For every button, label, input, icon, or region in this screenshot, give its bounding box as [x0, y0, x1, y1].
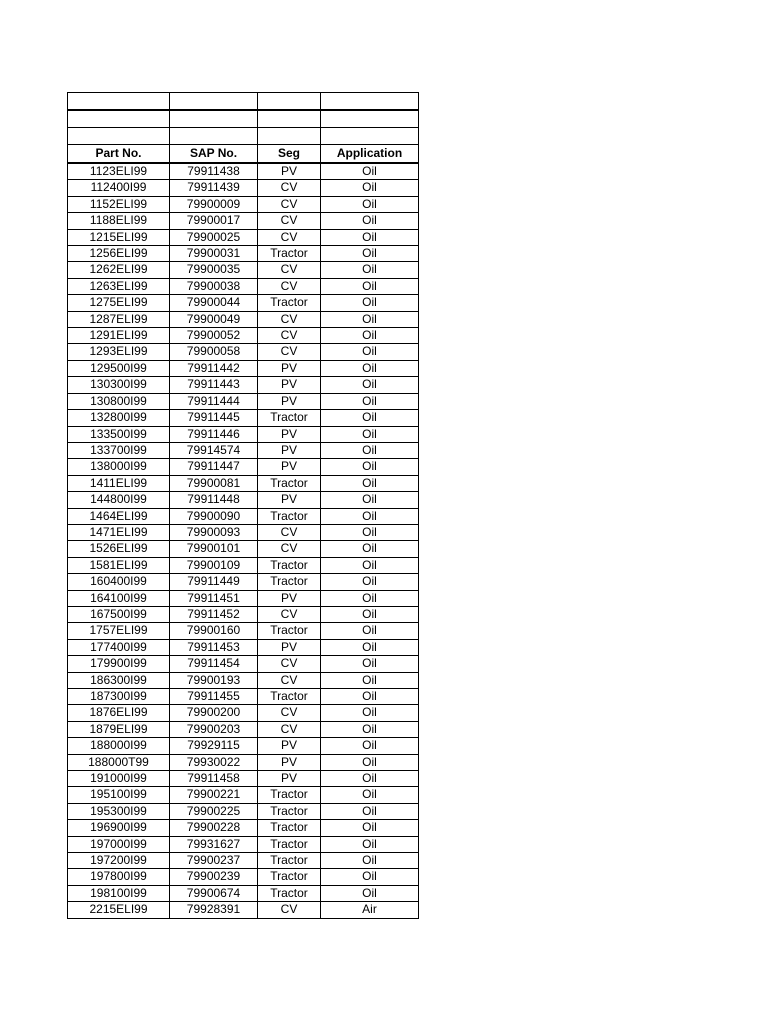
table-row	[68, 180, 419, 196]
blank-row	[68, 110, 419, 128]
table-row	[68, 836, 419, 852]
blank-cell	[68, 110, 170, 128]
part-no-cell: 1464ELI99	[68, 508, 170, 524]
sap-no-cell: 79900239	[170, 869, 258, 885]
table-row	[68, 902, 419, 918]
part-no-cell: 1757ELI99	[68, 623, 170, 639]
seg-cell: Tractor	[258, 869, 321, 885]
table-row	[68, 246, 419, 262]
sap-no-cell: 79929115	[170, 738, 258, 754]
part-no-cell: 132800I99	[68, 410, 170, 426]
seg-cell: Tractor	[258, 820, 321, 836]
part-no-cell: 133500I99	[68, 426, 170, 442]
seg-cell: Tractor	[258, 787, 321, 803]
table-row	[68, 754, 419, 770]
part-no-cell: 2215ELI99	[68, 902, 170, 918]
application-cell: Oil	[321, 295, 419, 311]
application-cell: Oil	[321, 377, 419, 393]
sap-no-cell: 79900674	[170, 885, 258, 901]
seg-cell: PV	[258, 590, 321, 606]
table-row	[68, 475, 419, 491]
application-cell: Oil	[321, 557, 419, 573]
part-no-cell: 1879ELI99	[68, 721, 170, 737]
part-no-cell: 197800I99	[68, 869, 170, 885]
table-row	[68, 803, 419, 819]
part-no-cell: 191000I99	[68, 771, 170, 787]
table-row	[68, 328, 419, 344]
header-part-no: Part No.	[68, 145, 170, 164]
application-cell: Oil	[321, 721, 419, 737]
part-no-cell: 138000I99	[68, 459, 170, 475]
blank-row	[68, 128, 419, 145]
sap-no-cell: 79911453	[170, 639, 258, 655]
table-row	[68, 393, 419, 409]
table-row	[68, 196, 419, 212]
part-no-cell: 1287ELI99	[68, 311, 170, 327]
part-no-cell: 198100I99	[68, 885, 170, 901]
sap-no-cell: 79930022	[170, 754, 258, 770]
blank-cell	[258, 128, 321, 145]
application-cell: Oil	[321, 459, 419, 475]
part-no-cell: 186300I99	[68, 672, 170, 688]
seg-cell: Tractor	[258, 246, 321, 262]
sap-no-cell: 79900038	[170, 278, 258, 294]
part-no-cell: 1291ELI99	[68, 328, 170, 344]
seg-cell: CV	[258, 196, 321, 212]
table-row	[68, 311, 419, 327]
sap-no-cell: 79911452	[170, 606, 258, 622]
table-row	[68, 377, 419, 393]
part-no-cell: 1263ELI99	[68, 278, 170, 294]
application-cell: Oil	[321, 196, 419, 212]
part-no-cell: 160400I99	[68, 574, 170, 590]
part-no-cell: 1152ELI99	[68, 196, 170, 212]
table-row	[68, 885, 419, 901]
seg-cell: Tractor	[258, 410, 321, 426]
sap-no-cell: 79900090	[170, 508, 258, 524]
part-no-cell: 1526ELI99	[68, 541, 170, 557]
sap-no-cell: 79900221	[170, 787, 258, 803]
table-row	[68, 574, 419, 590]
part-no-cell: 167500I99	[68, 606, 170, 622]
part-no-cell: 1293ELI99	[68, 344, 170, 360]
table-row	[68, 771, 419, 787]
part-no-cell: 1262ELI99	[68, 262, 170, 278]
part-no-cell: 130300I99	[68, 377, 170, 393]
application-cell: Oil	[321, 623, 419, 639]
table-row	[68, 557, 419, 573]
blank-cell	[170, 128, 258, 145]
seg-cell: Tractor	[258, 574, 321, 590]
parts-table-body	[68, 93, 419, 919]
part-no-cell: 179900I99	[68, 656, 170, 672]
sap-no-cell: 79911454	[170, 656, 258, 672]
sap-no-cell: 79914574	[170, 442, 258, 458]
seg-cell: PV	[258, 754, 321, 770]
sap-no-cell: 79900228	[170, 820, 258, 836]
seg-cell: CV	[258, 344, 321, 360]
table-row	[68, 295, 419, 311]
seg-cell: PV	[258, 771, 321, 787]
application-cell: Oil	[321, 705, 419, 721]
seg-cell: Tractor	[258, 836, 321, 852]
sap-no-cell: 79900160	[170, 623, 258, 639]
table-row	[68, 820, 419, 836]
application-cell: Oil	[321, 541, 419, 557]
sap-no-cell: 79900237	[170, 853, 258, 869]
sap-no-cell: 79900009	[170, 196, 258, 212]
sap-no-cell: 79900225	[170, 803, 258, 819]
application-cell: Oil	[321, 442, 419, 458]
application-cell: Oil	[321, 574, 419, 590]
sap-no-cell: 79900017	[170, 213, 258, 229]
application-cell: Oil	[321, 475, 419, 491]
table-row	[68, 606, 419, 622]
table-row	[68, 278, 419, 294]
table-row	[68, 689, 419, 705]
application-cell: Oil	[321, 213, 419, 229]
seg-cell: CV	[258, 705, 321, 721]
application-cell: Oil	[321, 262, 419, 278]
blank-cell	[258, 93, 321, 111]
blank-cell	[68, 128, 170, 145]
sap-no-cell: 79900200	[170, 705, 258, 721]
sap-no-cell: 79931627	[170, 836, 258, 852]
sap-no-cell: 79900193	[170, 672, 258, 688]
blank-cell	[170, 110, 258, 128]
application-cell: Oil	[321, 672, 419, 688]
part-no-cell: 1581ELI99	[68, 557, 170, 573]
blank-cell	[258, 110, 321, 128]
table-row	[68, 853, 419, 869]
sap-no-cell: 79900049	[170, 311, 258, 327]
seg-cell: CV	[258, 311, 321, 327]
sap-no-cell: 79900025	[170, 229, 258, 245]
seg-cell: PV	[258, 442, 321, 458]
seg-cell: CV	[258, 278, 321, 294]
application-cell: Oil	[321, 656, 419, 672]
sap-no-cell: 79900203	[170, 721, 258, 737]
header-row	[68, 145, 419, 164]
part-no-cell: 196900I99	[68, 820, 170, 836]
part-no-cell: 187300I99	[68, 689, 170, 705]
sap-no-cell: 79911448	[170, 492, 258, 508]
table-row	[68, 721, 419, 737]
seg-cell: PV	[258, 639, 321, 655]
part-no-cell: 130800I99	[68, 393, 170, 409]
seg-cell: CV	[258, 213, 321, 229]
seg-cell: PV	[258, 360, 321, 376]
table-row	[68, 229, 419, 245]
table-row	[68, 672, 419, 688]
table-row	[68, 656, 419, 672]
table-row	[68, 705, 419, 721]
blank-cell	[170, 93, 258, 111]
part-no-cell: 195300I99	[68, 803, 170, 819]
application-cell: Oil	[321, 344, 419, 360]
seg-cell: CV	[258, 656, 321, 672]
table-row	[68, 541, 419, 557]
part-no-cell: 197200I99	[68, 853, 170, 869]
part-no-cell: 197000I99	[68, 836, 170, 852]
sap-no-cell: 79900044	[170, 295, 258, 311]
table-row	[68, 508, 419, 524]
part-no-cell: 177400I99	[68, 639, 170, 655]
application-cell: Oil	[321, 803, 419, 819]
table-row	[68, 213, 419, 229]
seg-cell: Tractor	[258, 623, 321, 639]
seg-cell: CV	[258, 229, 321, 245]
seg-cell: Tractor	[258, 689, 321, 705]
sap-no-cell: 79911443	[170, 377, 258, 393]
seg-cell: PV	[258, 377, 321, 393]
seg-cell: Tractor	[258, 803, 321, 819]
sap-no-cell: 79900052	[170, 328, 258, 344]
part-no-cell: 1188ELI99	[68, 213, 170, 229]
application-cell: Oil	[321, 393, 419, 409]
application-cell: Oil	[321, 163, 419, 180]
seg-cell: CV	[258, 180, 321, 196]
part-no-cell: 133700I99	[68, 442, 170, 458]
seg-cell: Tractor	[258, 508, 321, 524]
seg-cell: Tractor	[258, 475, 321, 491]
part-no-cell: 1256ELI99	[68, 246, 170, 262]
sap-no-cell: 79911455	[170, 689, 258, 705]
seg-cell: CV	[258, 541, 321, 557]
seg-cell: PV	[258, 426, 321, 442]
application-cell: Oil	[321, 853, 419, 869]
part-no-cell: 144800I99	[68, 492, 170, 508]
application-cell: Air	[321, 902, 419, 918]
part-no-cell: 1123ELI99	[68, 163, 170, 180]
application-cell: Oil	[321, 738, 419, 754]
table-row	[68, 869, 419, 885]
header-application: Application	[321, 145, 419, 164]
part-no-cell: 1411ELI99	[68, 475, 170, 491]
seg-cell: CV	[258, 721, 321, 737]
table-row	[68, 442, 419, 458]
table-row	[68, 262, 419, 278]
application-cell: Oil	[321, 246, 419, 262]
application-cell: Oil	[321, 508, 419, 524]
sap-no-cell: 79911444	[170, 393, 258, 409]
blank-cell	[321, 110, 419, 128]
application-cell: Oil	[321, 328, 419, 344]
part-no-cell: 1471ELI99	[68, 524, 170, 540]
application-cell: Oil	[321, 689, 419, 705]
sap-no-cell: 79911438	[170, 163, 258, 180]
sap-no-cell: 79900101	[170, 541, 258, 557]
sap-no-cell: 79911447	[170, 459, 258, 475]
application-cell: Oil	[321, 492, 419, 508]
part-no-cell: 1876ELI99	[68, 705, 170, 721]
blank-row	[68, 93, 419, 111]
table-row	[68, 410, 419, 426]
part-no-cell: 129500I99	[68, 360, 170, 376]
seg-cell: Tractor	[258, 295, 321, 311]
sap-no-cell: 79911451	[170, 590, 258, 606]
seg-cell: PV	[258, 492, 321, 508]
header-sap-no: SAP No.	[170, 145, 258, 164]
table-row	[68, 426, 419, 442]
header-seg: Seg	[258, 145, 321, 164]
part-no-cell: 112400I99	[68, 180, 170, 196]
sap-no-cell: 79928391	[170, 902, 258, 918]
table-row	[68, 738, 419, 754]
seg-cell: PV	[258, 393, 321, 409]
table-row	[68, 787, 419, 803]
application-cell: Oil	[321, 524, 419, 540]
blank-cell	[321, 128, 419, 145]
part-no-cell: 188000T99	[68, 754, 170, 770]
application-cell: Oil	[321, 771, 419, 787]
seg-cell: Tractor	[258, 557, 321, 573]
part-no-cell: 195100I99	[68, 787, 170, 803]
application-cell: Oil	[321, 590, 419, 606]
application-cell: Oil	[321, 639, 419, 655]
part-no-cell: 188000I99	[68, 738, 170, 754]
application-cell: Oil	[321, 229, 419, 245]
table-row	[68, 163, 419, 180]
sap-no-cell: 79900081	[170, 475, 258, 491]
sap-no-cell: 79911442	[170, 360, 258, 376]
table-row	[68, 623, 419, 639]
application-cell: Oil	[321, 426, 419, 442]
seg-cell: PV	[258, 459, 321, 475]
application-cell: Oil	[321, 360, 419, 376]
table-row	[68, 590, 419, 606]
application-cell: Oil	[321, 311, 419, 327]
part-no-cell: 164100I99	[68, 590, 170, 606]
seg-cell: PV	[258, 163, 321, 180]
table-row	[68, 524, 419, 540]
seg-cell: Tractor	[258, 885, 321, 901]
sap-no-cell: 79911439	[170, 180, 258, 196]
blank-cell	[321, 93, 419, 111]
part-no-cell: 1215ELI99	[68, 229, 170, 245]
seg-cell: CV	[258, 606, 321, 622]
table-row	[68, 639, 419, 655]
application-cell: Oil	[321, 885, 419, 901]
sap-no-cell: 79900035	[170, 262, 258, 278]
application-cell: Oil	[321, 869, 419, 885]
application-cell: Oil	[321, 606, 419, 622]
sap-no-cell: 79900093	[170, 524, 258, 540]
sap-no-cell: 79900109	[170, 557, 258, 573]
seg-cell: PV	[258, 738, 321, 754]
sap-no-cell: 79911446	[170, 426, 258, 442]
sap-no-cell: 79900031	[170, 246, 258, 262]
application-cell: Oil	[321, 278, 419, 294]
seg-cell: CV	[258, 262, 321, 278]
sap-no-cell: 79911445	[170, 410, 258, 426]
blank-cell	[68, 93, 170, 111]
application-cell: Oil	[321, 180, 419, 196]
seg-cell: CV	[258, 328, 321, 344]
seg-cell: Tractor	[258, 853, 321, 869]
application-cell: Oil	[321, 836, 419, 852]
parts-table	[67, 92, 419, 919]
table-row	[68, 492, 419, 508]
table-row	[68, 344, 419, 360]
sap-no-cell: 79900058	[170, 344, 258, 360]
sap-no-cell: 79911458	[170, 771, 258, 787]
seg-cell: CV	[258, 524, 321, 540]
application-cell: Oil	[321, 410, 419, 426]
part-no-cell: 1275ELI99	[68, 295, 170, 311]
application-cell: Oil	[321, 754, 419, 770]
table-row	[68, 459, 419, 475]
seg-cell: CV	[258, 672, 321, 688]
application-cell: Oil	[321, 787, 419, 803]
seg-cell: CV	[258, 902, 321, 918]
sap-no-cell: 79911449	[170, 574, 258, 590]
application-cell: Oil	[321, 820, 419, 836]
table-row	[68, 360, 419, 376]
